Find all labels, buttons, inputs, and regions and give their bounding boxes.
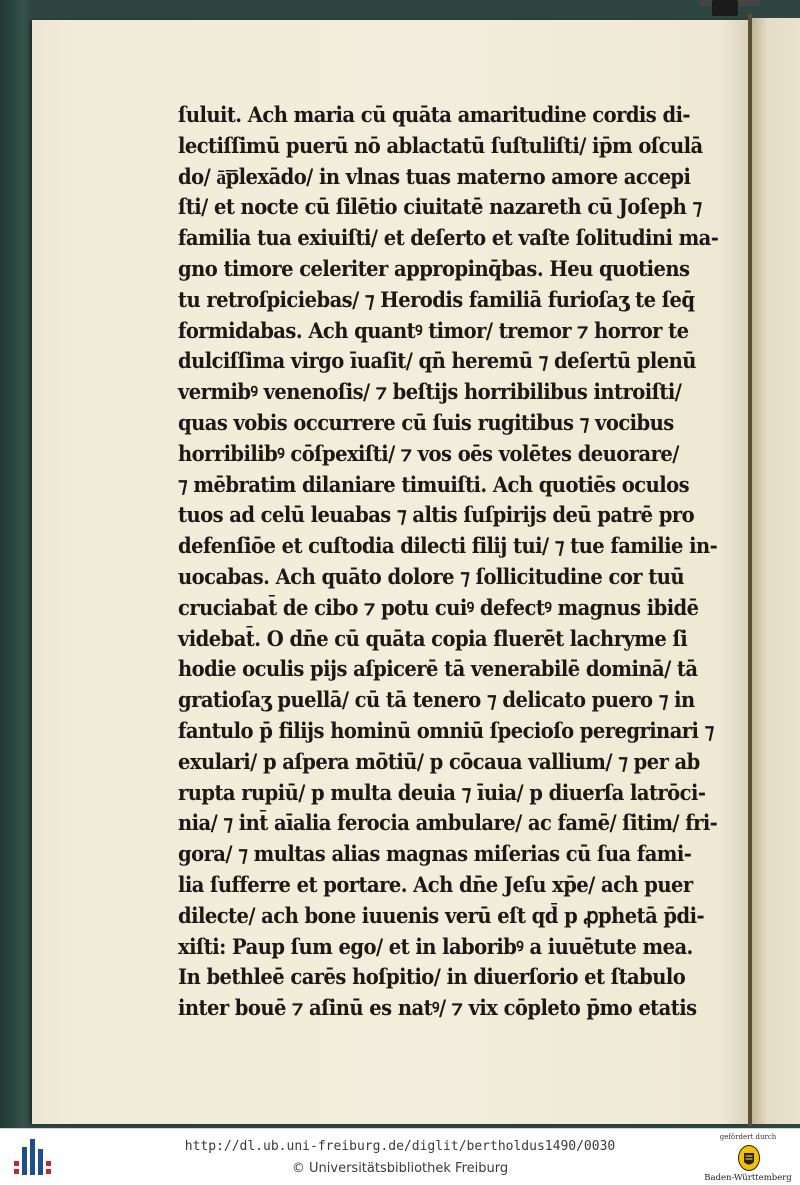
text-line: videbat̄. O dn̄e cū quāta copia fluerēt lachryme ſi [178,625,688,651]
text-line: inter bouē ⁊ aſinū es natꝰ/ ⁊ vix cōpleto p̄mo etatis [178,995,697,1021]
text-line: gno timore celeriter appropinq̄bas. Heu quotiens [178,255,690,281]
copyright-notice: © Universitätsbibliothek Freiburg [291,1161,509,1176]
text-line: lectiſſimū puerū nō ablactatū ſuſtuliſti/ ip̄m oſculā [178,132,703,158]
text-line: In bethleē carēs hoſpitio/ in diuerſorio et ſtabulo [178,964,686,990]
text-line: lia ſufferre et portare. Ach dn̄e Jeſu xp̄e/ ach puer [178,871,693,897]
text-line: exulari/ p aſpera mōtiū/ p cōcaua vallium/ ⁊ per ab [178,748,700,774]
funder-block [700,1131,796,1183]
text-line: vermibꝰ venenoſis/ ⁊ beſtijs horribilibus introiſti/ [178,379,682,405]
text-line: uocabas. Ach quāto dolore ⁊ ſollicitudine cor tuū [178,563,685,589]
text-line: tu retroſpiciebas/ ⁊ Herodis familiā furioſaʒ te ſeq̄ [178,286,695,312]
text-line: tuos ad celū leuabas ⁊ altis ſuſpirijs deū patrē pro [178,502,695,528]
text-line: horribilibꝰ cōſpexiſti/ ⁊ vos oēs volētes deuorare/ [178,440,679,466]
page-text [178,100,719,1024]
baden-wuerttemberg-seal-icon [738,1145,760,1171]
text-line: gora/ ⁊ multas alias magnas miſerias cū ſua fami- [178,841,692,867]
text-line: formidabas. Ach quantꝰ timor/ tremor ⁊ horror te [178,317,689,343]
funder-name: Baden-Württemberg [704,1173,792,1183]
text-line: dilecte/ ach bone iuuenis verū eſt qd̄ p ꝓphetā p̄di- [178,902,705,928]
text-line: cruciabat̄ de cibo ⁊ potu cuiꝰ defectꝰ magnus ibidē [178,594,699,620]
viewer-footer [0,1128,800,1185]
text-line: do/ ā͞plexādo/ in vlnas tuas materno amore accepi [178,163,691,189]
text-line: familia tua exiuiſti/ et deſerto et vaſte ſolitudini ma- [178,225,719,251]
text-line: fantulo p̄ filijs hominū omniū ſpecioſo peregrinari ⁊ [178,717,714,743]
page-clip [712,0,738,16]
text-line: ſuluit. Ach maria cū quāta amaritudine cordis di- [178,102,690,127]
text-line: dulciſſima virgo īuaſit/ qn̄ heremū ⁊ deſertū plenū [178,348,696,374]
text-line: hodie oculis pijs aſpicerē tā venerabilē dominā/ tā [178,656,698,682]
text-line: quas vobis occurrere cū ſuis rugitibus ⁊ vocibus [178,409,674,435]
permalink-url[interactable]: http://dl.ub.uni-freiburg.de/diglit/bertholdus1490/0030 [184,1139,616,1154]
text-line: xiſti: Paup ſum ego/ et in laboribꝰ a iuuētute mea. [178,933,693,959]
facing-page-edge [752,18,800,1124]
funder-label: gefördert durch [719,1133,777,1141]
text-line: defenſiōe et cuſtodia dilecti filij tui/ ⁊ tue familie in- [178,533,718,559]
text-line: nia/ ⁊ int̄ aīalia ferocia ambulare/ ac famē/ ſitim/ fri- [178,810,718,836]
text-line: rupta rupiū/ p multa deuia ⁊ īuia/ p diuerſa latrōci- [178,779,706,805]
text-line: ſti/ et nocte cū ſilētio ciuitatē nazareth cū Joſeph ⁊ [178,194,702,220]
text-line: ⁊ mēbratim dilaniare timuiſti. Ach quotiēs oculos [178,471,690,497]
text-line: gratioſaʒ puellā/ cū tā tenero ⁊ delicato puero ⁊ in [178,687,695,713]
